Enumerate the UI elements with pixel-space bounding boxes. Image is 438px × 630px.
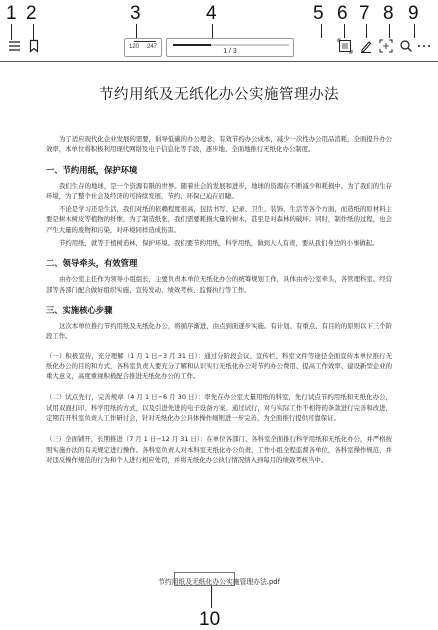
- expand-icon[interactable]: [378, 38, 394, 54]
- callout-9: 9: [408, 3, 419, 24]
- callout-line-10: [211, 586, 212, 608]
- section-1-paragraph-3: 节约用纸，就等于植树造林，保护环境。我们要节约用纸，科学用纸，做到人人有责，要从我们身边的小事做起。: [59, 239, 379, 248]
- callout-7: 7: [359, 3, 370, 24]
- section-heading-3: 三、实施核心步骤: [46, 304, 113, 315]
- document-page[interactable]: [46, 83, 392, 476]
- pen-icon[interactable]: [358, 38, 374, 54]
- callout-2: 2: [26, 3, 37, 24]
- section-1-paragraph-1: 我们生存的地球，是一个资源有限的世界。随着社会的发展和进步，地球的资源在不断减少和耗损中。为了我们的生存环境，为了整个社会及经济的可持续发展，节约、环保已迫在眉睫。: [46, 181, 392, 200]
- section-heading-2: 二、领导牵头，有效管理: [46, 258, 138, 269]
- section-2-paragraph-1: 由办公室主任作为领导小组组长，主要负责本单位无纸化办公的统筹规划工作，具体由办公室牵头，各管理科室、经营部等各部门配合做好组织实施、宣传发动、绩效考核、监督执行等工作。: [46, 275, 392, 294]
- document-intro: 为了适应现代化企业发展的需要，倡导低碳的办公理念，有效节约办公成本，减少一次性办公用品消耗，全面提升办公效率，本单位将积极利用现代网络及电子信息化等手段，逐步地、全面地推行无纸化办公制度。: [46, 135, 392, 154]
- step-item-3: （三）全面铺开，长期推进（7 月 1 日−12 月 31 日）：在单位各部门、各科室全面推行科学用纸和无纸化办公，并严格按照实施办法的有关规定进行操作。各科室负责人对本科室无纸化办公负责，工作小组全程监督各单位，各科室操作规范，并对违反操作规范的行为和个人进行相应处罚，并将无纸化办公执行情况纳入到每月的绩效考核当中。: [46, 435, 392, 464]
- section-3-paragraph-1: 这次本单位推行节约用纸及无纸化办公，将循序渐进、由点到面逐步实施。有计划、有重点、有目的的原则以下三个阶段工作。: [46, 321, 392, 341]
- callout-5: 5: [313, 3, 324, 24]
- hamburger-menu-icon[interactable]: [7, 38, 23, 54]
- bookmark-icon[interactable]: [26, 38, 42, 54]
- page-size-left: 120: [129, 44, 140, 50]
- page-fit-icon[interactable]: [337, 38, 353, 54]
- page-progress-control[interactable]: [166, 38, 294, 57]
- page-size-right: 247: [147, 44, 158, 50]
- toolbar-divider: [0, 61, 438, 62]
- document-filename: 节约用纸及无纸化办公实施管理办法.pdf: [158, 578, 280, 586]
- page-size-bar: [134, 41, 156, 42]
- step-item-1: （一）积极宣传，充分理解（1 月 1 日−3 月 31 日）：通过分阶段会议、宣传栏、科室文件等途径全面宣传本单位推行无纸化办公的目的和方式，各科室负责人要充分了解和认识实行无纸化办公对节约办公费用、提高工作效率、建设新型企业的重大意义，高度重视积极配合推进无纸化办公的工作。: [46, 351, 392, 381]
- more-icon[interactable]: [416, 38, 432, 54]
- progress-track[interactable]: [173, 44, 289, 46]
- section-heading-1: 一、节约用纸，保护环境: [46, 164, 138, 175]
- toolbar: [7, 33, 430, 60]
- callout-8: 8: [383, 3, 394, 24]
- step-item-2: （二）试点先行，完善规章（4 月 1 日−6 月 30 日）：率先在办公室大量用纸的科室，先行试点节约用纸和无纸化办公，试用双面打印、科学用纸的方式，以及引进先进的电子设备方案。通过试行，对与实际工作不相符的条款进行完善和改进，定期召开科室负责人工作研讨会，针对无纸化办公具体操作细则进一步完善，为全面推行提供可靠保证。: [46, 393, 392, 423]
- search-icon[interactable]: [398, 38, 414, 54]
- callout-3: 3: [130, 3, 141, 24]
- callout-1: 1: [6, 3, 17, 24]
- page-size-control[interactable]: [124, 38, 162, 57]
- document-title: 节约用纸及无纸化办公实施管理办法: [99, 87, 339, 103]
- callout-10: 10: [199, 609, 221, 630]
- section-1-paragraph-2: 不论是学习还是生活，我们对纸的依赖程度很高，包括书写、记录、卫生、装饰、生活等各个方面，而造纸的原材料主要是树木树皮等植物的纤维，为了制造纸张，我们需要耗损大量的树木，甚至是对森林的破坏。同时，制作纸的过程，也会产生大量的废物和污染，对环境同样造成伤害。: [46, 205, 392, 234]
- callout-4: 4: [206, 3, 217, 24]
- progress-label: 1 / 3: [223, 48, 237, 55]
- callout-6: 6: [337, 3, 348, 24]
- progress-fill: [173, 44, 211, 46]
